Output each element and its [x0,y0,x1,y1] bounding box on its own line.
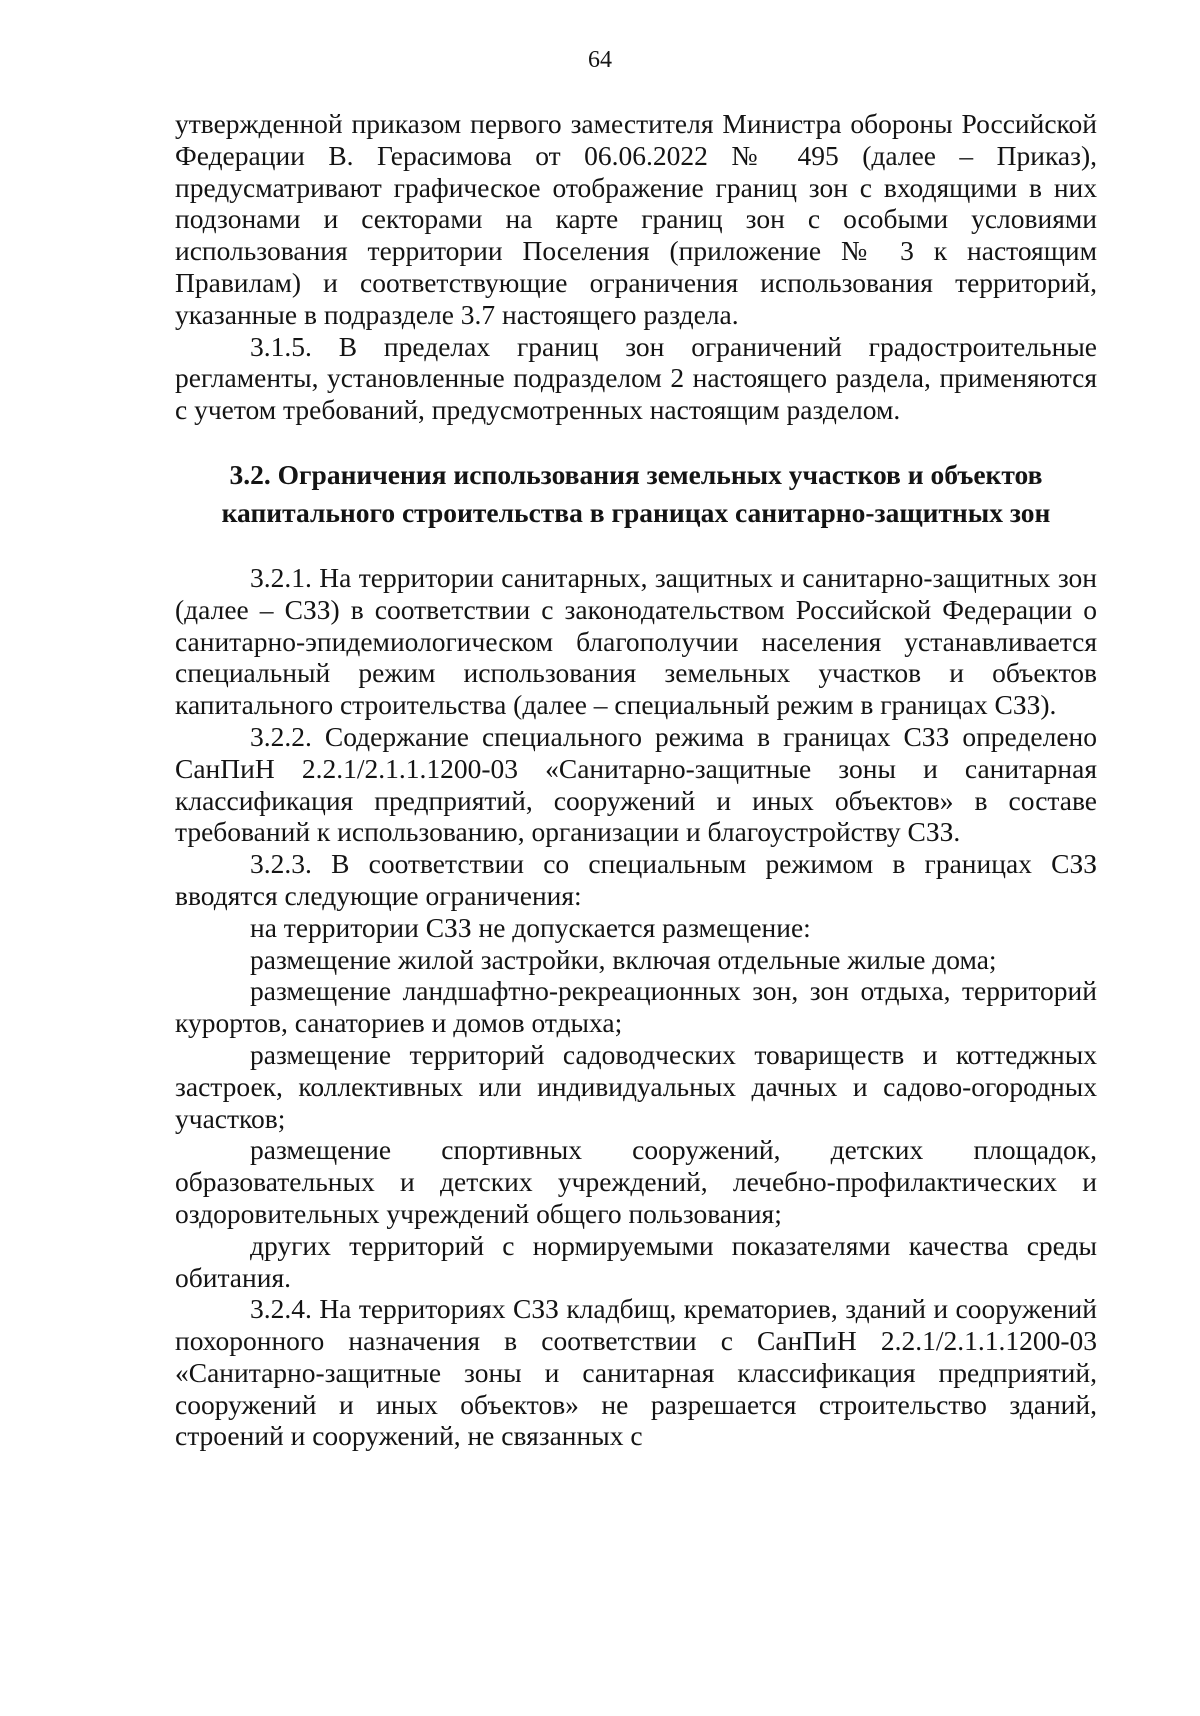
restriction-item: размещение ландшафтно-рекреационных зон, зон отдыха, территорий курортов, санаториев и домов отдыха; [175,975,1097,1039]
restriction-item: размещение жилой застройки, включая отдельные жилые дома; [250,943,997,975]
paragraph-3-1-5: 3.1.5. В пределах границ зон ограничений градостроительные регламенты, установленные подразделом 2 настоящего раздела, применяются с учетом требований, предусмотренных настоящим разделом. [175,330,1097,426]
section-heading-line-1: 3.2. Ограничения использования земельных участков и объектов [229,458,1043,490]
restriction-item: размещение территорий садоводческих товариществ и коттеджных застроек, коллективных или индивидуальных дачных и садово-огородных участков; [175,1038,1097,1134]
restriction-item: размещение спортивных сооружений, детских площадок, образовательных и детских учреждений, лечебно-профилактических и оздоровительных учреждений общего пользования; [175,1134,1097,1229]
restriction-item: других территорий с нормируемыми показателями качества среды обитания. [175,1229,1097,1293]
section-heading-line-2: капитального строительства в границах санитарно-защитных зон [221,496,1051,528]
paragraph-3-2-1: 3.2.1. На территории санитарных, защитных и санитарно-защитных зон (далее – СЗЗ) в соответствии с законодательством Российской Федерации о санитарно-эпидемиологическом благополучии населения устанавливается специальный режим использования земельных участков и объектов капитального строительства (далее – специальный режим в границах СЗЗ). [175,561,1097,721]
document-body [175,108,1097,1452]
paragraph-3-2-2: 3.2.2. Содержание специального режима в границах СЗЗ определено СанПиН 2.2.1/2.1.1.1200-03 «Санитарно-защитные зоны и санитарная классификация предприятий, сооружений и иных объектов» в составе требований к использованию, организации и благоустройству СЗЗ. [175,720,1097,848]
restriction-list-intro: на территории СЗЗ не допускается размещение: [250,911,811,943]
page-number: 64 [588,47,612,73]
paragraph-3-2-3: 3.2.3. В соответствии со специальным режимом в границах СЗЗ вводятся следующие ограничения: [175,848,1097,911]
paragraph-continuation: утвержденной приказом первого заместителя Министра обороны Российской Федерации В. Герасимова от 06.06.2022 № 495 (далее – Приказ), предусматривают графическое отображение границ зон с входящими в них подзонами и секторами на карте границ зон с особыми условиями использования территории Поселения (приложение № 3 к настоящим Правилам) и соответствующие ограничения использования территорий, указанные в подразделе 3.7 настоящего раздела. [175,108,1097,330]
section-heading [175,456,1097,532]
paragraph-3-2-4: 3.2.4. На территориях СЗЗ кладбищ, крематориев, зданий и сооружений похоронного назначения в соответствии с СанПиН 2.2.1/2.1.1.1200-03 «Санитарно-защитные зоны и санитарная классификация предприятий, сооружений и иных объектов» не разрешается строительство зданий, строений и сооружений, не связанных с [175,1293,1097,1452]
